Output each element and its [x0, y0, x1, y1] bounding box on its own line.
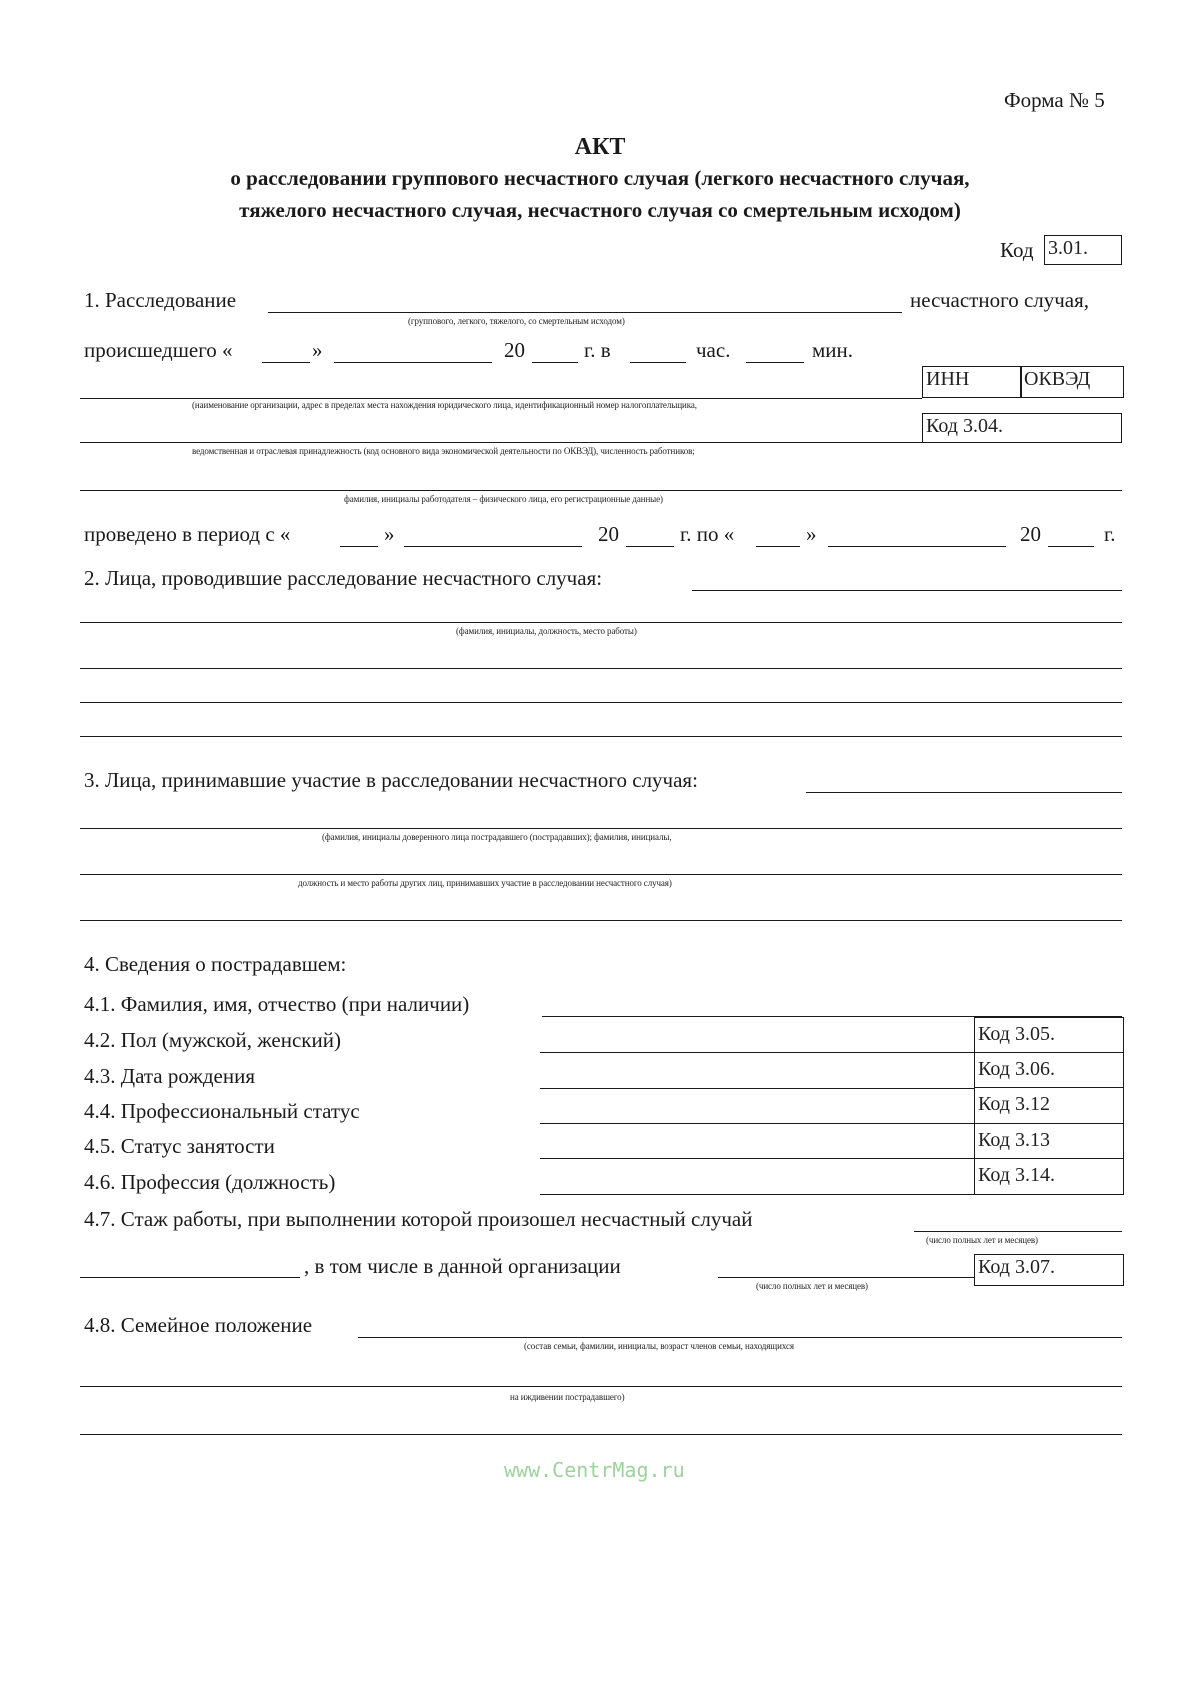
field-4-8-hint-2: на иждивении пострадавшего) [510, 1392, 625, 1402]
field-4-7-hint: (число полных лет и месяцев) [926, 1235, 1038, 1245]
field-4-7-org-hint: (число полных лет и месяцев) [756, 1281, 868, 1291]
quote-close-3: » [806, 522, 817, 546]
section-2-label: 2. Лица, проводившие расследование несчастного случая: [84, 566, 603, 590]
code-3-04-value: Код 3.04. [926, 415, 1003, 437]
branch-hint: ведомственная и отраслевая принадлежность (код основного вида экономической деятельности по ОКВЭД), численность работников; [192, 446, 695, 456]
code-3-14-value: Код 3.14. [978, 1164, 1055, 1186]
section-2-line-4[interactable] [80, 736, 1122, 737]
period-end-year-prefix: 20 [1020, 522, 1041, 546]
code-3-07-box [974, 1254, 1124, 1286]
occurred-label: происшедшего « [84, 338, 233, 362]
field-4-3-label: 4.3. Дата рождения [84, 1064, 255, 1088]
period-start-year-line[interactable] [626, 546, 674, 547]
g-end-label: г. [1104, 522, 1116, 546]
code-3-12-box [974, 1087, 1124, 1124]
organization-hint: (наименование организации, адрес в пределах места нахождения юридического лица, идентификационный номер налогоплательщика, [192, 400, 697, 410]
form-number: Форма № 5 [1004, 88, 1105, 112]
field-4-8-hint-1: (состав семьи, фамилии, инициалы, возраст членов семьи, находящихся [524, 1341, 794, 1351]
hour-label: час. [696, 338, 731, 362]
code-3-14-box [974, 1158, 1124, 1195]
field-4-7-org-prefix-line[interactable] [80, 1277, 300, 1278]
inn-box [922, 366, 1022, 398]
year-prefix: 20 [504, 338, 525, 362]
investigation-label: 1. Расследование [84, 288, 237, 312]
field-4-6-line[interactable] [540, 1194, 974, 1195]
code-3-12-value: Код 3.12 [978, 1093, 1050, 1115]
okved-label: ОКВЭД [1024, 368, 1091, 390]
employer-line[interactable] [80, 490, 1122, 491]
occurred-month-line[interactable] [334, 362, 492, 363]
period-start-day-line[interactable] [340, 546, 378, 547]
field-4-2-line[interactable] [540, 1052, 974, 1053]
section-3-label: 3. Лица, принимавшие участие в расследовании несчастного случая: [84, 768, 698, 792]
section-3-hint-1: (фамилия, инициалы доверенного лица пострадавшего (пострадавших); фамилия, инициалы, [322, 832, 672, 842]
code-3-07-value: Код 3.07. [978, 1256, 1055, 1278]
watermark: www.CentrMag.ru [504, 1458, 685, 1482]
field-4-5-label: 4.5. Статус занятости [84, 1134, 275, 1158]
section-2-line-0[interactable] [692, 590, 1122, 591]
occurred-minute-line[interactable] [746, 362, 804, 363]
quote-close: » [312, 338, 323, 362]
code-3-04-box [922, 413, 1122, 443]
section-2-line-2[interactable] [80, 668, 1122, 669]
period-start-year-prefix: 20 [598, 522, 619, 546]
field-4-6-label: 4.6. Профессия (должность) [84, 1170, 336, 1194]
field-4-8-label: 4.8. Семейное положение [84, 1313, 313, 1337]
minute-label: мин. [812, 338, 854, 362]
field-4-8-line-3[interactable] [80, 1434, 1122, 1435]
section-2-line-1[interactable] [80, 622, 1122, 623]
field-4-7-org-label: , в том числе в данной организации [304, 1254, 621, 1278]
field-4-7-label: 4.7. Стаж работы, при выполнении которой произошел несчастный случай [84, 1207, 753, 1231]
field-4-3-line[interactable] [540, 1088, 974, 1089]
field-4-7-org-line[interactable] [718, 1277, 974, 1278]
code-3-06-box [974, 1052, 1124, 1088]
inn-label: ИНН [926, 368, 970, 390]
field-4-2-label: 4.2. Пол (мужской, женский) [84, 1028, 341, 1052]
document-subtitle-line-2: тяжелого несчастного случая, несчастного случая со смертельным исходом) [239, 198, 961, 222]
section-2-line-3[interactable] [80, 702, 1122, 703]
code-3-05-value: Код 3.05. [978, 1023, 1055, 1045]
section-2-hint: (фамилия, инициалы, должность, место работы) [456, 626, 637, 636]
investigation-type-hint: (группового, легкого, тяжелого, со смертельным исходом) [408, 316, 625, 326]
code-3-01-value: 3.01. [1048, 237, 1088, 259]
section-3-line-3[interactable] [80, 920, 1122, 921]
accident-label: несчастного случая, [910, 288, 1090, 312]
period-label: проведено в период с « [84, 522, 291, 546]
period-start-month-line[interactable] [404, 546, 582, 547]
code-3-13-value: Код 3.13 [978, 1129, 1050, 1151]
section-4-label: 4. Сведения о пострадавшем: [84, 952, 347, 976]
section-3-line-1[interactable] [80, 828, 1122, 829]
field-4-8-line[interactable] [358, 1337, 1122, 1338]
okved-box [1020, 366, 1124, 398]
field-4-1-label: 4.1. Фамилия, имя, отчество (при наличии) [84, 992, 470, 1016]
code-label: Код [1000, 238, 1034, 262]
g-po-label: г. по « [680, 522, 735, 546]
organization-line[interactable] [80, 398, 922, 399]
branch-line[interactable] [80, 442, 922, 443]
field-4-4-line[interactable] [540, 1123, 974, 1124]
section-3-hint-2: должность и место работы других лиц, принимавших участие в расследовании несчастного случая) [298, 878, 672, 888]
occurred-hour-line[interactable] [630, 362, 686, 363]
code-3-13-box [974, 1123, 1124, 1159]
period-end-day-line[interactable] [756, 546, 800, 547]
investigation-type-line[interactable] [268, 312, 902, 313]
section-3-line-2[interactable] [80, 874, 1122, 875]
section-3-line-0[interactable] [806, 792, 1122, 793]
field-4-5-line[interactable] [540, 1158, 974, 1159]
document-subtitle-line-1: о расследовании группового несчастного случая (легкого несчастного случая, [230, 166, 970, 190]
field-4-7-line[interactable] [914, 1231, 1122, 1232]
code-3-01-box [1044, 235, 1122, 265]
occurred-year-line[interactable] [532, 362, 578, 363]
code-3-06-value: Код 3.06. [978, 1058, 1055, 1080]
period-end-year-line[interactable] [1048, 546, 1094, 547]
quote-close-2: » [384, 522, 395, 546]
field-4-8-line-2[interactable] [80, 1386, 1122, 1387]
document-title: АКТ [574, 134, 626, 160]
g-v-label: г. в [584, 338, 611, 362]
field-4-4-label: 4.4. Профессиональный статус [84, 1099, 360, 1123]
code-3-05-box [974, 1017, 1124, 1053]
employer-hint: фамилия, инициалы работодателя – физического лица, его регистрационные данные) [344, 494, 663, 504]
period-end-month-line[interactable] [828, 546, 1006, 547]
occurred-day-line[interactable] [262, 362, 310, 363]
